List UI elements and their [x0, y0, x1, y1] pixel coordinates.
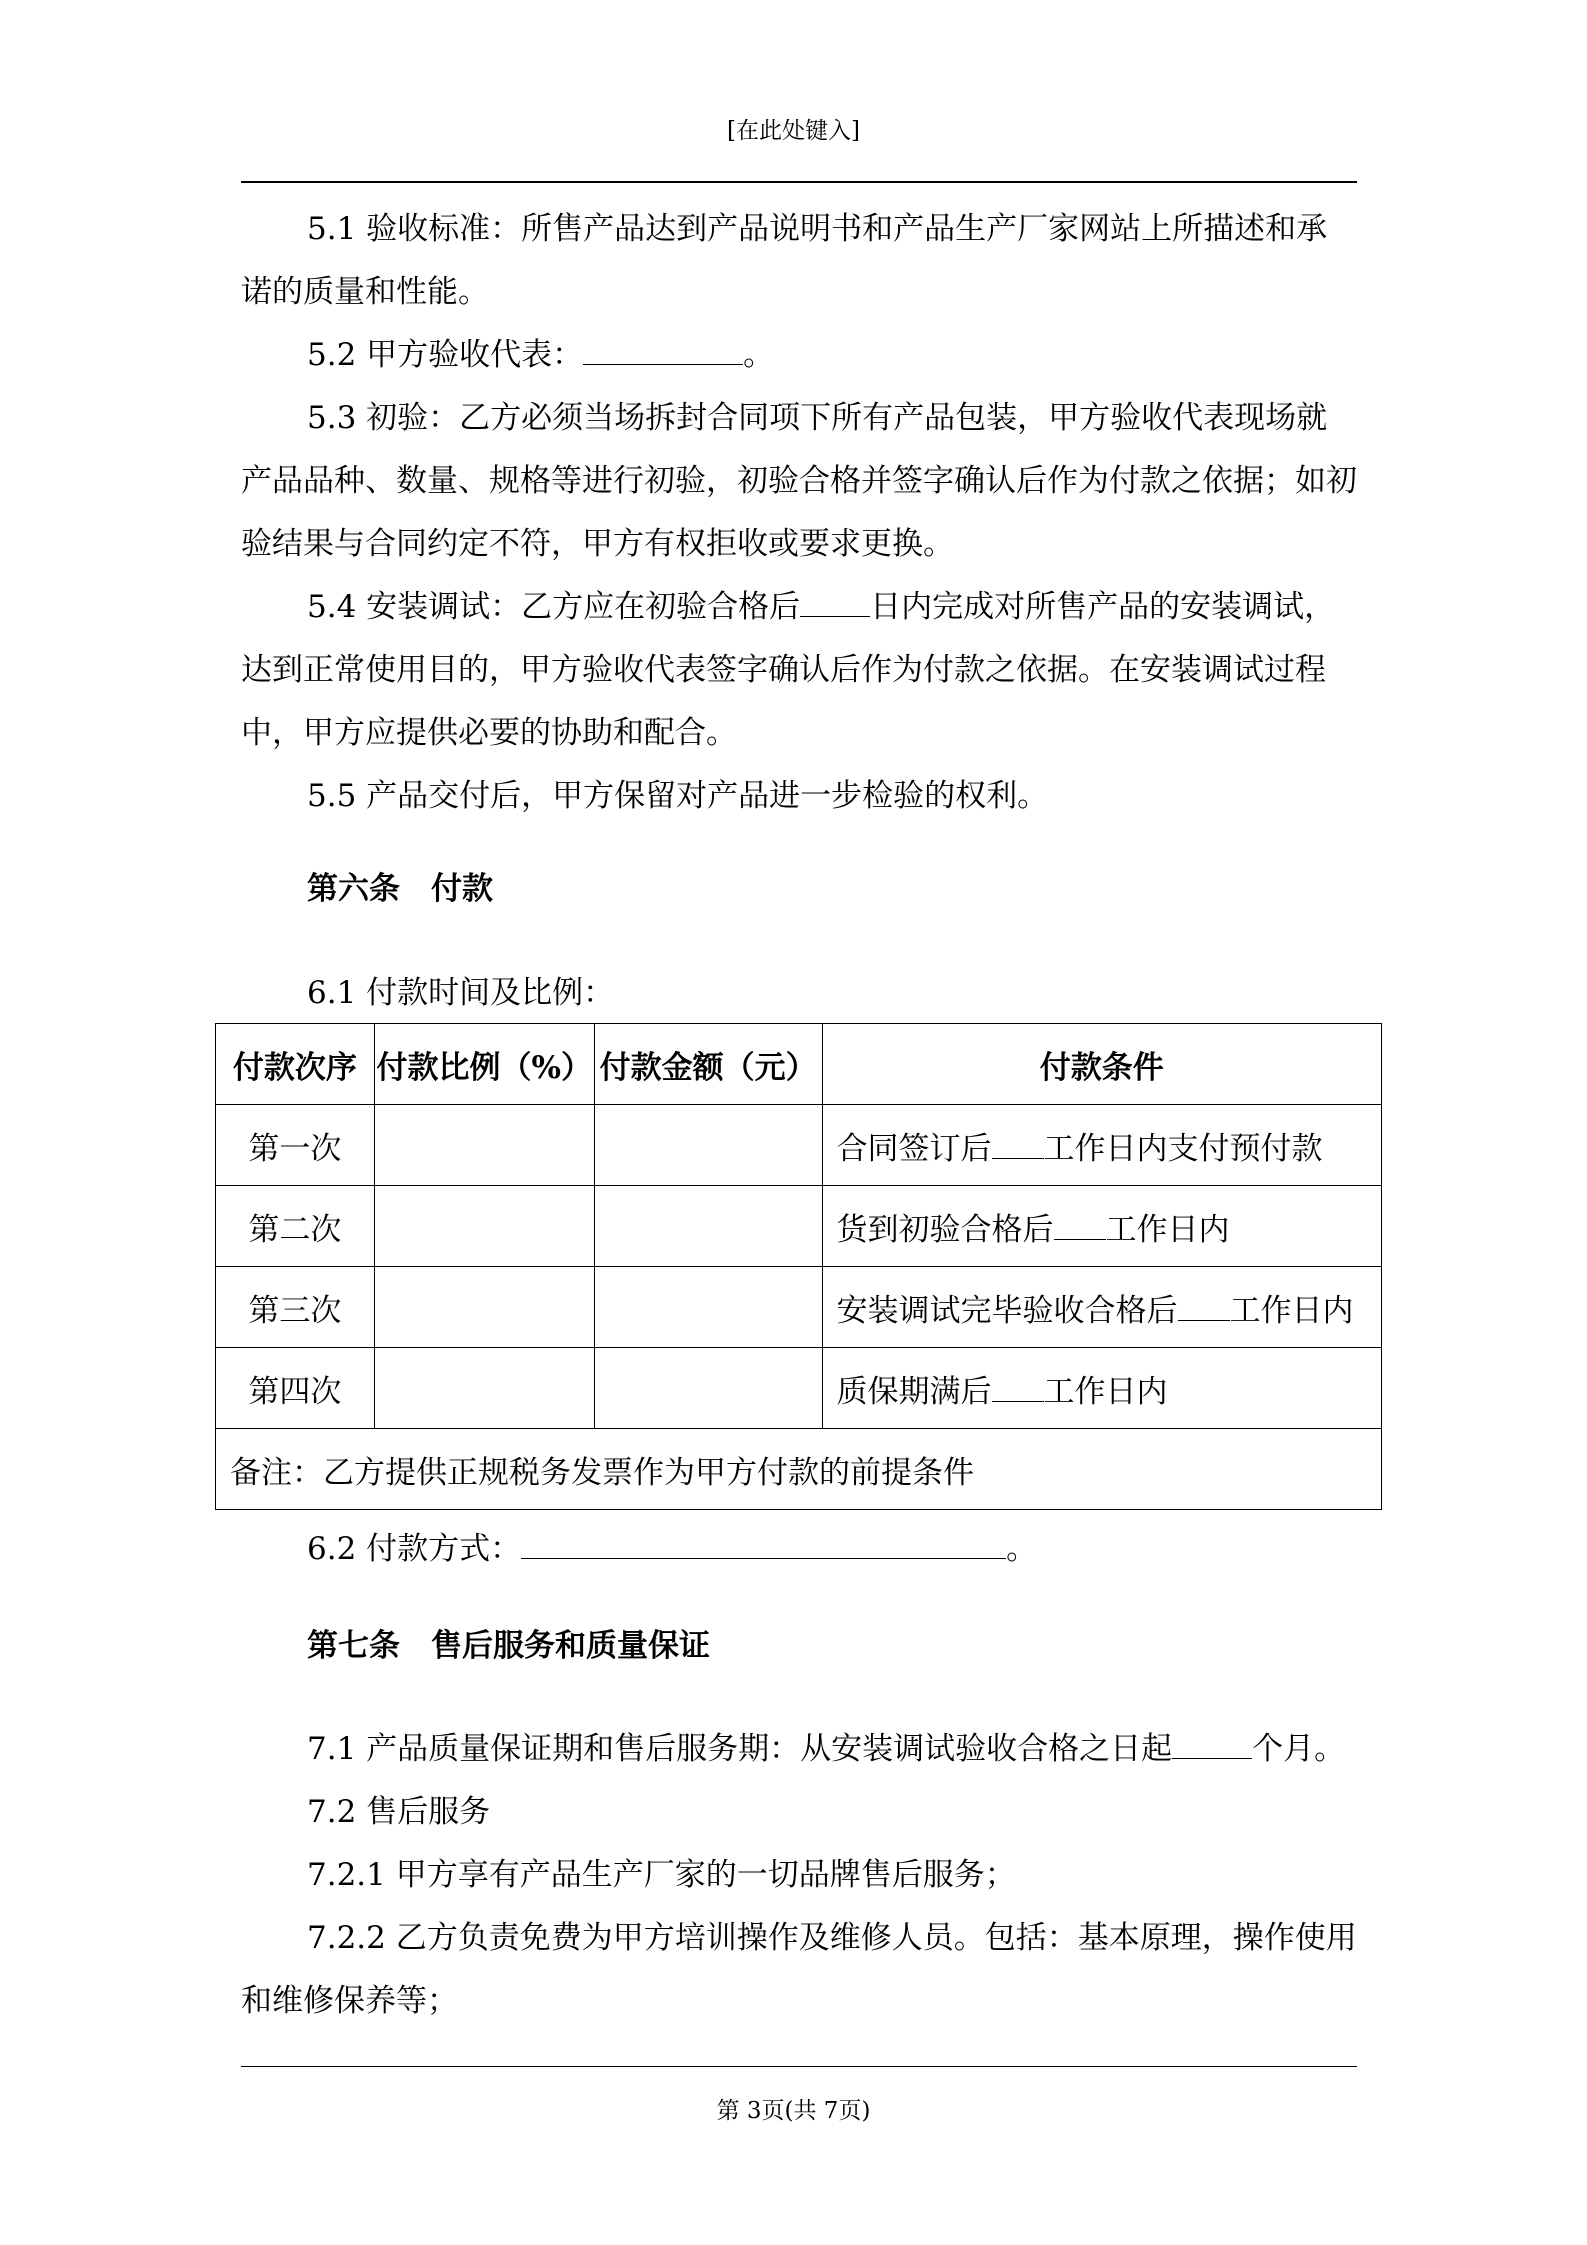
clause-7-1-text: 7.1 产品质量保证期和售后服务期：从安装调试验收合格之日起	[307, 1731, 1173, 1767]
table-note: 备注：乙方提供正规税务发票作为甲方付款的前提条件	[216, 1429, 1382, 1510]
clause-5-4-start: 5.4 安装调试：乙方应在初验合格后	[307, 589, 801, 625]
section-7-heading: 第七条 售后服务和质量保证	[307, 1628, 710, 1664]
clause-5-3: 5.3 初验：乙方必须当场拆封合同项下所有产品包装，甲方验收代表现场就产品品种、数量、规格等进行初验，初验合格并签字确认后作为付款之依据；如初验结果与合同约定不符，甲方有权拒收或要求更换。	[241, 400, 1357, 562]
payment-table	[215, 1023, 1382, 1510]
clause-6-2-label: 6.2 付款方式：	[307, 1531, 522, 1567]
install-days-blank[interactable]	[800, 586, 870, 617]
condition-text: 货到初验合格后	[836, 1211, 1054, 1248]
condition-text-end: 工作日内	[1229, 1292, 1354, 1329]
ratio-cell[interactable]	[374, 1267, 594, 1348]
section-6-heading-block	[241, 858, 1357, 921]
table-header-row	[216, 1024, 1382, 1105]
clause-7-1	[241, 1718, 1357, 1781]
section-5	[241, 198, 1357, 828]
clause-7-2-2: 7.2.2 乙方负责免费为甲方培训操作及维修人员。包括：基本原理，操作使用和维修保养等；	[241, 1920, 1357, 2019]
clause-6-1: 6.1 付款时间及比例：	[307, 975, 615, 1011]
days-blank[interactable]	[1054, 1209, 1106, 1240]
condition-text: 合同签订后	[836, 1130, 992, 1167]
clause-6-2-end: 。	[1006, 1531, 1038, 1567]
condition-cell	[822, 1267, 1381, 1348]
warranty-months-blank[interactable]	[1172, 1728, 1252, 1759]
row-seq: 第二次	[216, 1186, 375, 1267]
clause-5-4	[241, 576, 1357, 765]
condition-text: 质保期满后	[836, 1373, 992, 1410]
days-blank[interactable]	[992, 1371, 1044, 1402]
footer-rule	[241, 2066, 1357, 2067]
section-7	[241, 1718, 1357, 2033]
condition-cell	[822, 1105, 1381, 1186]
col-header-ratio: 付款比例（%）	[374, 1024, 594, 1105]
clause-5-4-rest: 日内完成对所售产品的安装调试，达到正常使用目的，甲方验收代表签字确认后作为付款之依据。在安装调试过程中，甲方应提供必要的协助和配合。	[241, 589, 1336, 751]
condition-cell	[822, 1348, 1381, 1429]
amount-cell[interactable]	[594, 1105, 822, 1186]
col-header-seq: 付款次序	[216, 1024, 375, 1105]
section-7-heading-block	[241, 1615, 1357, 1678]
col-header-condition: 付款条件	[822, 1024, 1381, 1105]
clause-5-1: 5.1 验收标准：所售产品达到产品说明书和产品生产厂家网站上所描述和承诺的质量和性能。	[241, 211, 1328, 310]
ratio-cell[interactable]	[374, 1348, 594, 1429]
payment-method-blank[interactable]	[521, 1528, 1006, 1559]
condition-text-end: 工作日内	[1105, 1211, 1230, 1248]
clause-7-1-end: 个月。	[1252, 1731, 1346, 1767]
page-header: [在此处键入]	[727, 118, 860, 144]
clause-7-2: 7.2 售后服务	[307, 1794, 491, 1830]
row-seq: 第一次	[216, 1105, 375, 1186]
header-rule	[241, 181, 1357, 183]
table-row	[216, 1186, 1382, 1267]
ratio-cell[interactable]	[374, 1186, 594, 1267]
acceptance-rep-blank[interactable]	[583, 334, 743, 365]
days-blank[interactable]	[992, 1128, 1044, 1159]
condition-text: 安装调试完毕验收合格后	[836, 1292, 1178, 1329]
condition-text-end: 工作日内	[1043, 1373, 1168, 1410]
table-row	[216, 1348, 1382, 1429]
condition-text-end: 工作日内支付预付款	[1043, 1130, 1323, 1167]
table-row	[216, 1267, 1382, 1348]
col-header-amount: 付款金额（元）	[594, 1024, 822, 1105]
row-seq: 第四次	[216, 1348, 375, 1429]
clause-7-2-1: 7.2.1 甲方享有产品生产厂家的一切品牌售后服务；	[307, 1857, 1016, 1893]
amount-cell[interactable]	[594, 1348, 822, 1429]
amount-cell[interactable]	[594, 1186, 822, 1267]
clause-5-2-label: 5.2 甲方验收代表：	[307, 337, 584, 373]
table-note-row	[216, 1429, 1382, 1510]
section-6-heading: 第六条 付款	[307, 871, 493, 907]
page-footer: 第 3页(共 7页)	[716, 2098, 871, 2124]
days-blank[interactable]	[1178, 1290, 1230, 1321]
clause-6-2-block	[241, 1518, 1357, 1581]
clause-5-2-end: 。	[743, 337, 775, 373]
row-seq: 第三次	[216, 1267, 375, 1348]
condition-cell	[822, 1186, 1381, 1267]
table-row	[216, 1105, 1382, 1186]
clause-5-5: 5.5 产品交付后，甲方保留对产品进一步检验的权利。	[307, 778, 1049, 814]
ratio-cell[interactable]	[374, 1105, 594, 1186]
clause-6-1-block	[241, 962, 1357, 1025]
clause-6-2	[241, 1518, 1357, 1581]
amount-cell[interactable]	[594, 1267, 822, 1348]
clause-5-2	[241, 324, 1357, 387]
